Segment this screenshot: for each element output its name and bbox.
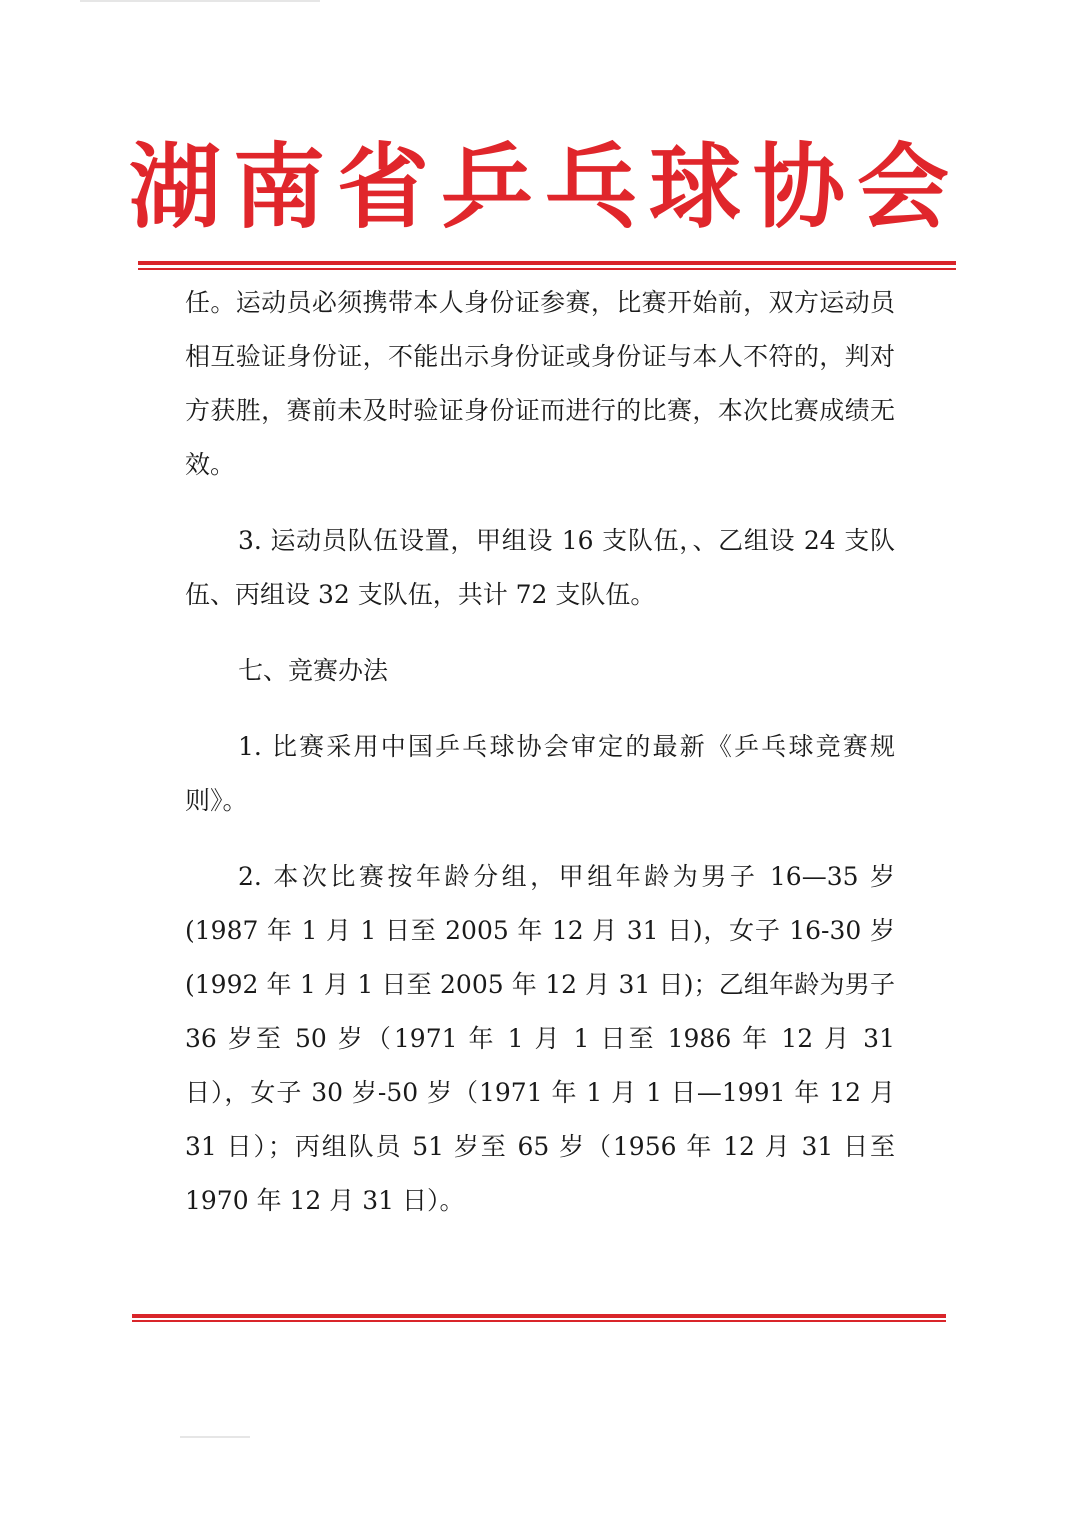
document-body (185, 276, 895, 1228)
scan-mark-bottom (180, 1436, 250, 1438)
letterhead-title: 湖南省乒乓球协会 (128, 134, 961, 241)
letterhead-rule-thick (138, 261, 956, 265)
letterhead (0, 118, 1080, 258)
section-heading-competition-method: 七、竞赛办法 (238, 656, 389, 685)
footer-rule-thick (132, 1314, 946, 1318)
paragraph-team-setup: 3. 运动员队伍设置，甲组设 16 支队伍，、乙组设 24 支队伍、丙组设 32 支队伍，共计 72 支队伍。 (185, 526, 895, 609)
paragraph-rules: 1. 比赛采用中国乒乓球协会审定的最新《乒乓球竞赛规则》。 (185, 732, 895, 815)
footer-rule-thin (132, 1320, 946, 1322)
scan-edge-top (80, 0, 320, 2)
letterhead-rule-thin (138, 268, 956, 270)
paragraph-age-groups: 2. 本次比赛按年龄分组，甲组年龄为男子 16—35 岁(1987 年 1 月 1 日至 2005 年 12 月 31 日)，女子 16-30 岁(1992 年 1 月 1 日至 2005 年 12 月 31 日)；乙组年龄为男子 36 岁至 50 岁（1971 年 1 月 1 日至 1986 年 12 月 31 日），女子 30 岁-50 岁（1971 年 1 月 1 日—1991 年 12 月 31 日）；丙组队员 51 岁至 65 岁（1956 年 12 月 31 日至 1970 年 12 月 31 日）。 (185, 862, 895, 1215)
paragraph-id-check: 任。运动员必须携带本人身份证参赛，比赛开始前，双方运动员相互验证身份证，不能出示身份证或身份证与本人不符的，判对方获胜，赛前未及时验证身份证而进行的比赛，本次比赛成绩无效。 (185, 288, 895, 479)
